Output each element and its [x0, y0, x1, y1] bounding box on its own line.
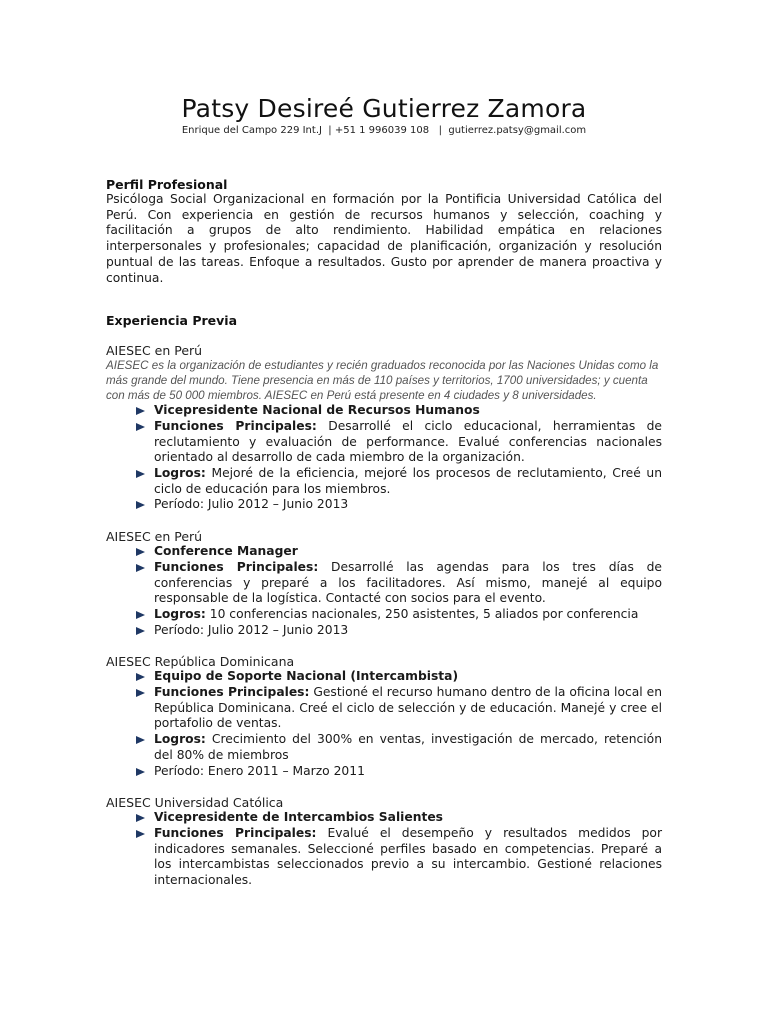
resume-page [106, 94, 662, 889]
experience-title: Experiencia Previa [106, 313, 238, 329]
achievements-item [136, 466, 662, 497]
role-item [136, 544, 662, 560]
achievements-label: Logros: [154, 606, 206, 621]
period-item [136, 497, 662, 513]
achievements-text: 10 conferencias nacionales, 250 asistentes, 5 aliados por conferencia [205, 606, 639, 621]
functions-label: Funciones Principales: [154, 559, 319, 574]
experience-section [106, 313, 662, 889]
profile-title: Perfil Profesional [106, 177, 228, 192]
organization-name: AIESEC en Perú [106, 529, 203, 545]
triangle-right-icon [136, 470, 145, 478]
functions-text: Desarrollé las agendas para los tres días de conferencias y preparé a los facilitadores. Así mismo, manejé al equipo responsable de la logística. Contacté con socios para el evento. [154, 559, 662, 606]
period-text: Período: Julio 2012 – Junio 2013 [154, 622, 349, 637]
achievements-text: Crecimiento del 300% en ventas, investigación de mercado, retención del 80% de miembros [154, 732, 662, 762]
triangle-right-icon [136, 501, 145, 509]
triangle-right-icon [136, 611, 145, 619]
period-text: Período: Julio 2012 – Junio 2013 [154, 497, 349, 512]
triangle-right-icon [136, 407, 145, 415]
organization-name: AIESEC Universidad Católica [106, 795, 284, 811]
period-item [136, 623, 662, 639]
functions-text: Gestioné el recurso humano dentro de la oficina local en República Dominicana. Creé el ciclo de selección y de educación. Manejé y cree el portafolio de ventas. [154, 685, 662, 731]
achievements-label: Logros: [154, 466, 206, 481]
profile-text: Psicóloga Social Organizacional en formación por la Pontificia Universidad Católica del Perú. Con experiencia en gestión de recursos humanos y selección, coaching y facilitación a grupos de alto rendimiento. Habilidad empática en relaciones interpersonales y profesionales; capacidad de planificación, organización y resolución puntual de las tareas. Enfoque a resultados. Gusto por aprender de manera proactiva y continua. [106, 192, 662, 285]
triangle-right-icon [136, 564, 145, 572]
role-title: Vicepresidente de Intercambios Salientes [154, 810, 444, 825]
achievements-item [136, 607, 662, 623]
triangle-right-icon [136, 689, 145, 697]
functions-text: Evalué el desempeño y resultados medidos por indicadores semanales. Seleccioné perfiles basado en competencias. Preparé a los intercambistas seleccionados previo a su intercambio. Gestioné relaciones internacionales. [154, 825, 663, 888]
role-item [136, 669, 662, 685]
experience-entry [106, 654, 662, 779]
triangle-right-icon [136, 736, 145, 744]
role-title: Vicepresidente Nacional de Recursos Humanos [154, 403, 480, 418]
role-item [136, 810, 662, 826]
triangle-right-icon [136, 830, 145, 838]
functions-label: Funciones Principales: [154, 825, 317, 840]
achievements-label: Logros: [154, 732, 206, 747]
triangle-right-icon [136, 673, 145, 681]
experience-entry [106, 343, 662, 513]
experience-entry [106, 795, 662, 889]
period-text: Período: Enero 2011 – Marzo 2011 [154, 763, 365, 778]
entry-details [106, 810, 662, 889]
role-title: Equipo de Soporte Nacional (Intercambista) [154, 669, 459, 684]
entry-details [106, 403, 662, 513]
role-item [136, 403, 662, 419]
contact-line: Enrique del Campo 229 Int.J | +51 1 996039 108 | gutierrez.patsy@gmail.com [181, 125, 587, 136]
triangle-right-icon [136, 768, 145, 776]
organization-description: AIESEC es la organización de estudiantes y recién graduados reconocida por las Naciones Unidas como la más grande del mundo. Tiene presencia en más de 110 países y territorios, 1700 universidades; y cuenta con más de 50 000 miembros. AIESEC en Perú está presente en 4 ciudades y 8 universidades. [106, 359, 659, 403]
functions-item [136, 826, 662, 889]
period-item [136, 764, 662, 780]
candidate-name: Patsy Desireé Gutierrez Zamora [181, 94, 587, 123]
organization-name: AIESEC en Perú [106, 343, 203, 359]
triangle-right-icon [136, 423, 145, 431]
triangle-right-icon [136, 548, 145, 556]
organization-name: AIESEC República Dominicana [106, 654, 295, 670]
entry-details [106, 669, 662, 779]
functions-item [136, 419, 662, 466]
functions-label: Funciones Principales: [154, 685, 310, 700]
experience-entry [106, 529, 662, 638]
functions-item [136, 685, 662, 732]
triangle-right-icon [136, 814, 145, 822]
functions-item [136, 560, 662, 607]
profile-section [106, 177, 662, 286]
triangle-right-icon [136, 627, 145, 635]
entry-details [106, 544, 662, 638]
achievements-item [136, 732, 662, 763]
functions-text: Desarrollé el ciclo educacional, herramientas de reclutamiento y evaluación de performance. Evalué conferencias nacionales orientado al desarrollo de cada miembro de la organización. [154, 418, 662, 465]
role-title: Conference Manager [154, 544, 298, 559]
functions-label: Funciones Principales: [154, 418, 317, 433]
achievements-text: Mejoré de la eficiencia, mejoré los procesos de reclutamiento, Creé un ciclo de educación para los miembros. [154, 466, 662, 496]
